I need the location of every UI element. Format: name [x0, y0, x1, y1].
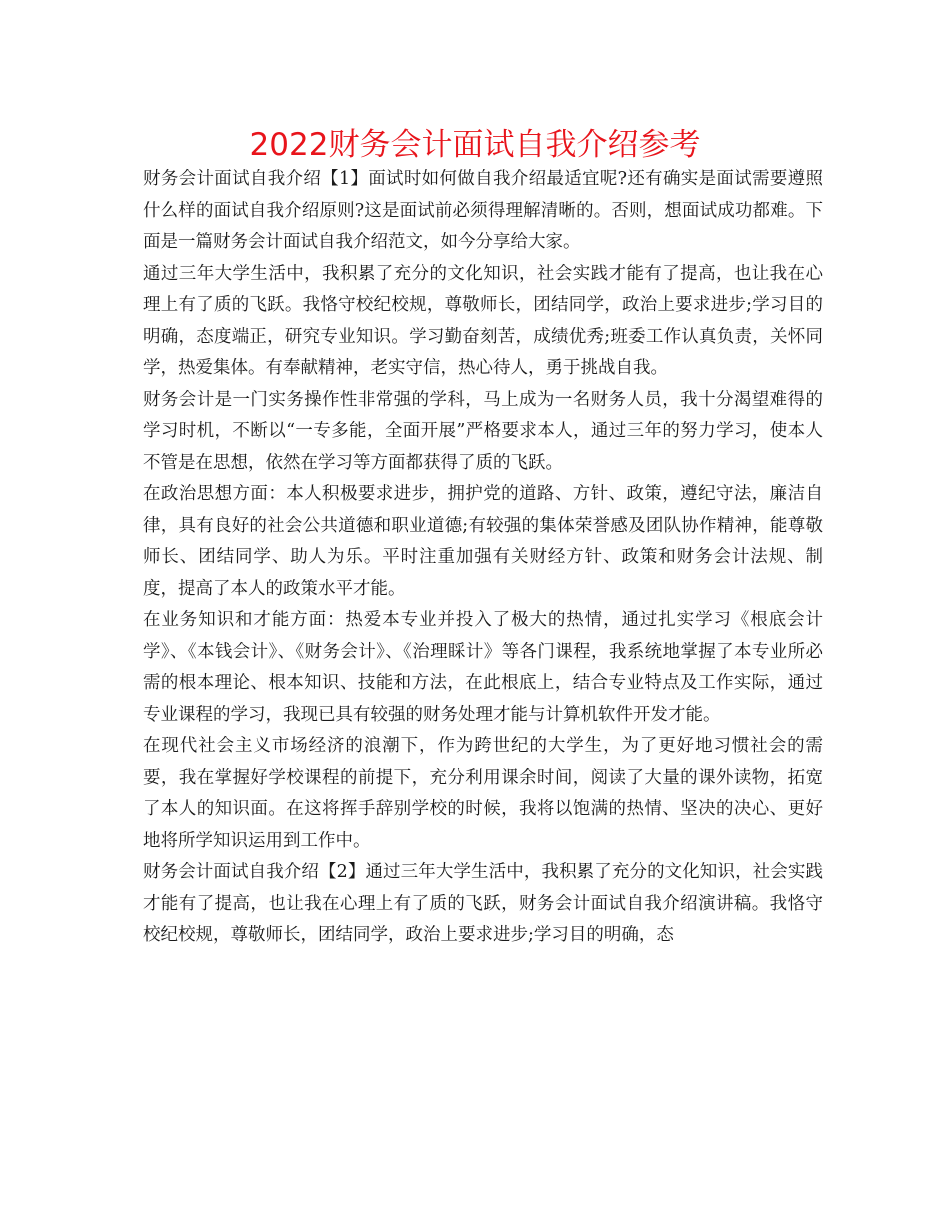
paragraph: 在业务知识和才能方面：热爱本专业并投入了极大的热情，通过扎实学习《根底会计学》、《本钱会计》、《财务会计》、《治理睬计》等各门课程，我系统地掌握了本专业所必需的根本理论、根本知识、技能和方法，在此根底上，结合专业特点及工作实际，通过专业课程的学习，我现已具有较强的财务处理才能与计算机软件开发才能。 [143, 610, 823, 725]
paragraph: 财务会计面试自我介绍【2】通过三年大学生活中，我积累了充分的文化知识，社会实践才能有了提高，也让我在心理上有了质的飞跃，财务会计面试自我介绍演讲稿。我恪守校纪校规，尊敬师长，团结同学，政治上要求进步;学习目的明确，态 [143, 862, 823, 945]
paragraph: 财务会计面试自我介绍【1】面试时如何做自我介绍最适宜呢?还有确实是面试需要遵照什么样的面试自我介绍原则?这是面试前必须得理解清晰的。否则，想面试成功都难。下面是一篇财务会计面试自我介绍范文，如今分享给大家。 [143, 169, 823, 252]
paragraph: 通过三年大学生活中，我积累了充分的文化知识，社会实践才能有了提高，也让我在心理上有了质的飞跃。我恪守校纪校规，尊敬师长，团结同学，政治上要求进步;学习目的明确，态度端正，研究专业知识。学习勤奋刻苦，成绩优秀;班委工作认真负责，关怀同学，热爱集体。有奉献精神，老实守信，热心待人，勇于挑战自我。 [143, 263, 823, 378]
paragraph: 财务会计是一门实务操作性非常强的学科，马上成为一名财务人员，我十分渴望难得的学习时机，不断以“一专多能，全面开展”严格要求本人，通过三年的努力学习，使本人不管是在思想，依然在学习等方面都获得了质的飞跃。 [143, 389, 823, 473]
document-title: 2022财务会计面试自我介绍参考 [249, 127, 701, 163]
document-body [143, 164, 823, 952]
paragraph: 在现代社会主义市场经济的浪潮下，作为跨世纪的大学生，为了更好地习惯社会的需要，我在掌握好学校课程的前提下，充分利用课余时间，阅读了大量的课外读物，拓宽了本人的知识面。在这将挥手辞别学校的时候，我将以饱满的热情、坚决的决心、更好地将所学知识运用到工作中。 [143, 736, 823, 851]
paragraph: 在政治思想方面：本人积极要求进步，拥护党的道路、方针、政策，遵纪守法，廉洁自律，具有良好的社会公共道德和职业道德;有较强的集体荣誉感及团队协作精神，能尊敬师长、团结同学、助人为乐。平时注重加强有关财经方针、政策和财务会计法规、制度，提高了本人的政策水平才能。 [143, 484, 823, 599]
